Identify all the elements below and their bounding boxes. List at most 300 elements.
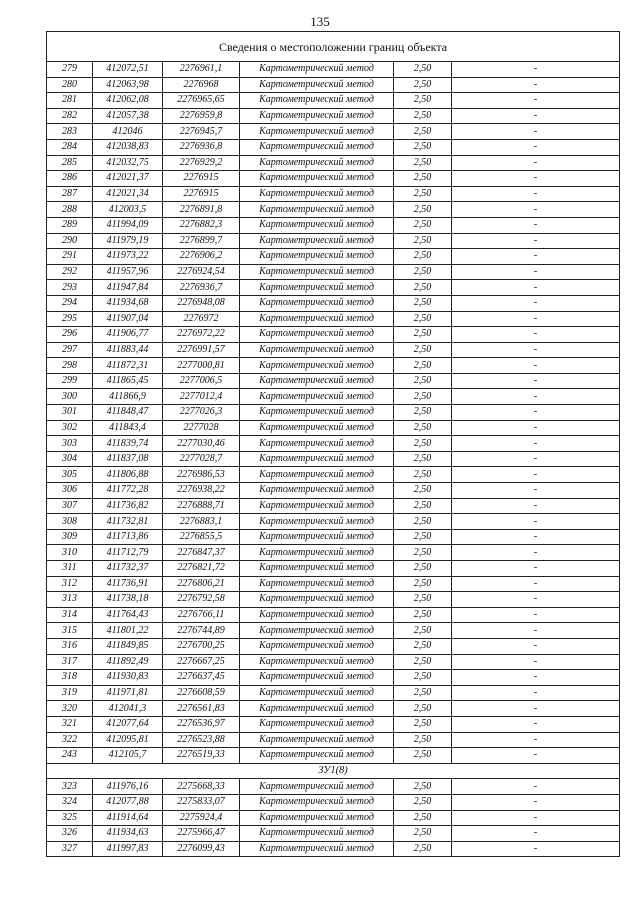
coord-y-cell: 2276608,59 <box>163 685 240 701</box>
method-cell: Картометрический метод <box>240 186 394 202</box>
method-cell: Картометрический метод <box>240 779 394 795</box>
note-cell: - <box>452 654 620 670</box>
accuracy-cell: 2,50 <box>394 139 452 155</box>
coord-y-cell: 2276744,89 <box>163 623 240 639</box>
table-row <box>47 483 620 499</box>
note-cell: - <box>452 327 620 343</box>
table-row <box>47 264 620 280</box>
note-cell: - <box>452 139 620 155</box>
point-number-cell: 300 <box>47 389 93 405</box>
accuracy-cell: 2,50 <box>394 108 452 124</box>
note-cell: - <box>452 373 620 389</box>
coord-y-cell: 2277006,5 <box>163 373 240 389</box>
point-number-cell: 285 <box>47 155 93 171</box>
accuracy-cell: 2,50 <box>394 654 452 670</box>
coord-x-cell: 411713,86 <box>93 529 163 545</box>
point-number-cell: 309 <box>47 529 93 545</box>
accuracy-cell: 2,50 <box>394 295 452 311</box>
note-cell: - <box>452 529 620 545</box>
method-cell: Картометрический метод <box>240 389 394 405</box>
method-cell: Картометрический метод <box>240 77 394 93</box>
table-row <box>47 280 620 296</box>
accuracy-cell: 2,50 <box>394 670 452 686</box>
point-number-cell: 294 <box>47 295 93 311</box>
accuracy-cell: 2,50 <box>394 93 452 109</box>
note-cell: - <box>452 701 620 717</box>
coord-x-cell: 411772,28 <box>93 483 163 499</box>
table-row <box>47 670 620 686</box>
point-number-cell: 307 <box>47 498 93 514</box>
note-cell: - <box>452 249 620 265</box>
point-number-cell: 314 <box>47 607 93 623</box>
coord-y-cell: 2276936,7 <box>163 280 240 296</box>
method-cell: Картометрический метод <box>240 826 394 842</box>
accuracy-cell: 2,50 <box>394 280 452 296</box>
accuracy-cell: 2,50 <box>394 826 452 842</box>
method-cell: Картометрический метод <box>240 483 394 499</box>
point-number-cell: 321 <box>47 716 93 732</box>
coord-y-cell: 2276888,71 <box>163 498 240 514</box>
coord-x-cell: 411732,37 <box>93 561 163 577</box>
coord-y-cell: 2276821,72 <box>163 561 240 577</box>
point-number-cell: 327 <box>47 841 93 857</box>
coord-y-cell: 2276891,8 <box>163 202 240 218</box>
method-cell: Картометрический метод <box>240 810 394 826</box>
coord-y-cell: 2276847,37 <box>163 545 240 561</box>
accuracy-cell: 2,50 <box>394 732 452 748</box>
coord-x-cell: 411736,91 <box>93 576 163 592</box>
table-row <box>47 342 620 358</box>
accuracy-cell: 2,50 <box>394 358 452 374</box>
coord-y-cell: 2276959,8 <box>163 108 240 124</box>
accuracy-cell: 2,50 <box>394 794 452 810</box>
coord-y-cell: 2277026,3 <box>163 405 240 421</box>
point-number-cell: 310 <box>47 545 93 561</box>
note-cell: - <box>452 748 620 764</box>
coord-x-cell: 412057,38 <box>93 108 163 124</box>
method-cell: Картометрический метод <box>240 358 394 374</box>
accuracy-cell: 2,50 <box>394 451 452 467</box>
accuracy-cell: 2,50 <box>394 576 452 592</box>
coord-y-cell: 2276806,21 <box>163 576 240 592</box>
method-cell: Картометрический метод <box>240 420 394 436</box>
method-cell: Картометрический метод <box>240 514 394 530</box>
table-row <box>47 576 620 592</box>
table-row <box>47 311 620 327</box>
point-number-cell: 284 <box>47 139 93 155</box>
note-cell: - <box>452 716 620 732</box>
method-cell: Картометрический метод <box>240 592 394 608</box>
point-number-cell: 315 <box>47 623 93 639</box>
coord-x-cell: 412038,83 <box>93 139 163 155</box>
point-number-cell: 326 <box>47 826 93 842</box>
method-cell: Картометрический метод <box>240 451 394 467</box>
method-cell: Картометрический метод <box>240 607 394 623</box>
note-cell: - <box>452 467 620 483</box>
note-cell: - <box>452 311 620 327</box>
table-row <box>47 202 620 218</box>
coord-x-cell: 411934,68 <box>93 295 163 311</box>
method-cell: Картометрический метод <box>240 155 394 171</box>
accuracy-cell: 2,50 <box>394 77 452 93</box>
point-number-cell: 297 <box>47 342 93 358</box>
table-row <box>47 124 620 140</box>
point-number-cell: 320 <box>47 701 93 717</box>
table-row <box>47 295 620 311</box>
coord-y-cell: 2277028,7 <box>163 451 240 467</box>
coord-y-cell: 2276915 <box>163 171 240 187</box>
point-number-cell: 323 <box>47 779 93 795</box>
note-cell: - <box>452 436 620 452</box>
coord-x-cell: 411732,81 <box>93 514 163 530</box>
table-row <box>47 514 620 530</box>
point-number-cell: 319 <box>47 685 93 701</box>
table-row <box>47 249 620 265</box>
accuracy-cell: 2,50 <box>394 841 452 857</box>
method-cell: Картометрический метод <box>240 732 394 748</box>
note-cell: - <box>452 576 620 592</box>
coord-y-cell: 2277012,4 <box>163 389 240 405</box>
note-cell: - <box>452 451 620 467</box>
point-number-cell: 281 <box>47 93 93 109</box>
coord-x-cell: 411736,82 <box>93 498 163 514</box>
note-cell: - <box>452 810 620 826</box>
table-row <box>47 327 620 343</box>
coord-x-cell: 411934,63 <box>93 826 163 842</box>
table-row <box>47 826 620 842</box>
coord-y-cell: 2276948,08 <box>163 295 240 311</box>
accuracy-cell: 2,50 <box>394 342 452 358</box>
coord-x-cell: 411806,88 <box>93 467 163 483</box>
method-cell: Картометрический метод <box>240 748 394 764</box>
note-cell: - <box>452 280 620 296</box>
method-cell: Картометрический метод <box>240 108 394 124</box>
table-row <box>47 358 620 374</box>
point-number-cell: 282 <box>47 108 93 124</box>
coord-x-cell: 411892,49 <box>93 654 163 670</box>
coord-y-cell: 2276667,25 <box>163 654 240 670</box>
coord-y-cell: 2276945,7 <box>163 124 240 140</box>
note-cell: - <box>452 826 620 842</box>
method-cell: Картометрический метод <box>240 794 394 810</box>
coord-x-cell: 411997,83 <box>93 841 163 857</box>
point-number-cell: 317 <box>47 654 93 670</box>
point-number-cell: 287 <box>47 186 93 202</box>
coord-y-cell: 2276972 <box>163 311 240 327</box>
coord-x-cell: 411973,22 <box>93 249 163 265</box>
table-row <box>47 701 620 717</box>
table-title-row <box>47 32 620 62</box>
coord-y-cell: 2276924,54 <box>163 264 240 280</box>
point-number-cell: 304 <box>47 451 93 467</box>
accuracy-cell: 2,50 <box>394 529 452 545</box>
coord-y-cell: 2275924,4 <box>163 810 240 826</box>
section-label: ЗУ1(8) <box>47 763 620 779</box>
table-row <box>47 561 620 577</box>
method-cell: Картометрический метод <box>240 638 394 654</box>
table-row <box>47 529 620 545</box>
table-row <box>47 623 620 639</box>
table-row <box>47 389 620 405</box>
point-number-cell: 303 <box>47 436 93 452</box>
coord-x-cell: 411865,45 <box>93 373 163 389</box>
point-number-cell: 298 <box>47 358 93 374</box>
coord-x-cell: 411979,19 <box>93 233 163 249</box>
method-cell: Картометрический метод <box>240 233 394 249</box>
coord-x-cell: 411907,04 <box>93 311 163 327</box>
note-cell: - <box>452 124 620 140</box>
table-row <box>47 436 620 452</box>
accuracy-cell: 2,50 <box>394 186 452 202</box>
accuracy-cell: 2,50 <box>394 685 452 701</box>
note-cell: - <box>452 498 620 514</box>
coord-x-cell: 411994,09 <box>93 217 163 233</box>
note-cell: - <box>452 108 620 124</box>
accuracy-cell: 2,50 <box>394 420 452 436</box>
accuracy-cell: 2,50 <box>394 311 452 327</box>
point-number-cell: 325 <box>47 810 93 826</box>
coord-x-cell: 412021,37 <box>93 171 163 187</box>
method-cell: Картометрический метод <box>240 841 394 857</box>
point-number-cell: 291 <box>47 249 93 265</box>
method-cell: Картометрический метод <box>240 295 394 311</box>
accuracy-cell: 2,50 <box>394 327 452 343</box>
coord-y-cell: 2276968 <box>163 77 240 93</box>
table-row <box>47 810 620 826</box>
note-cell: - <box>452 841 620 857</box>
coord-y-cell: 2276766,11 <box>163 607 240 623</box>
point-number-cell: 292 <box>47 264 93 280</box>
note-cell: - <box>452 77 620 93</box>
point-number-cell: 293 <box>47 280 93 296</box>
accuracy-cell: 2,50 <box>394 405 452 421</box>
note-cell: - <box>452 483 620 499</box>
coord-x-cell: 411848,47 <box>93 405 163 421</box>
point-number-cell: 289 <box>47 217 93 233</box>
accuracy-cell: 2,50 <box>394 514 452 530</box>
boundary-table <box>46 31 620 857</box>
coord-x-cell: 412072,51 <box>93 62 163 78</box>
table-row <box>47 638 620 654</box>
method-cell: Картометрический метод <box>240 436 394 452</box>
point-number-cell: 243 <box>47 748 93 764</box>
method-cell: Картометрический метод <box>240 685 394 701</box>
table-row <box>47 732 620 748</box>
point-number-cell: 316 <box>47 638 93 654</box>
accuracy-cell: 2,50 <box>394 217 452 233</box>
section-row <box>47 763 620 779</box>
point-number-cell: 305 <box>47 467 93 483</box>
table-row <box>47 592 620 608</box>
coord-x-cell: 411801,22 <box>93 623 163 639</box>
coord-y-cell: 2276792,58 <box>163 592 240 608</box>
point-number-cell: 313 <box>47 592 93 608</box>
accuracy-cell: 2,50 <box>394 623 452 639</box>
table-row <box>47 545 620 561</box>
accuracy-cell: 2,50 <box>394 810 452 826</box>
coord-x-cell: 411866,9 <box>93 389 163 405</box>
method-cell: Картометрический метод <box>240 264 394 280</box>
note-cell: - <box>452 233 620 249</box>
accuracy-cell: 2,50 <box>394 202 452 218</box>
coord-y-cell: 2276637,45 <box>163 670 240 686</box>
note-cell: - <box>452 592 620 608</box>
coord-x-cell: 411947,84 <box>93 280 163 296</box>
method-cell: Картометрический метод <box>240 93 394 109</box>
point-number-cell: 296 <box>47 327 93 343</box>
point-number-cell: 324 <box>47 794 93 810</box>
method-cell: Картометрический метод <box>240 124 394 140</box>
accuracy-cell: 2,50 <box>394 436 452 452</box>
coord-y-cell: 2276855,5 <box>163 529 240 545</box>
coord-y-cell: 2275966,47 <box>163 826 240 842</box>
coord-x-cell: 411914,64 <box>93 810 163 826</box>
note-cell: - <box>452 794 620 810</box>
coord-y-cell: 2277028 <box>163 420 240 436</box>
coord-x-cell: 411971,81 <box>93 685 163 701</box>
note-cell: - <box>452 202 620 218</box>
table-row <box>47 373 620 389</box>
coord-y-cell: 2276961,1 <box>163 62 240 78</box>
point-number-cell: 288 <box>47 202 93 218</box>
point-number-cell: 318 <box>47 670 93 686</box>
coord-y-cell: 2276561,83 <box>163 701 240 717</box>
point-number-cell: 322 <box>47 732 93 748</box>
coord-y-cell: 2277030,46 <box>163 436 240 452</box>
coord-y-cell: 2276929,2 <box>163 155 240 171</box>
method-cell: Картометрический метод <box>240 202 394 218</box>
coord-y-cell: 2276899,7 <box>163 233 240 249</box>
coord-y-cell: 2276882,3 <box>163 217 240 233</box>
coord-x-cell: 411738,18 <box>93 592 163 608</box>
point-number-cell: 299 <box>47 373 93 389</box>
coord-x-cell: 411906,77 <box>93 327 163 343</box>
method-cell: Картометрический метод <box>240 561 394 577</box>
table-row <box>47 171 620 187</box>
point-number-cell: 302 <box>47 420 93 436</box>
table-row <box>47 62 620 78</box>
accuracy-cell: 2,50 <box>394 124 452 140</box>
table-row <box>47 139 620 155</box>
note-cell: - <box>452 420 620 436</box>
coord-x-cell: 411839,74 <box>93 436 163 452</box>
accuracy-cell: 2,50 <box>394 607 452 623</box>
accuracy-cell: 2,50 <box>394 249 452 265</box>
accuracy-cell: 2,50 <box>394 155 452 171</box>
table-row <box>47 841 620 857</box>
point-number-cell: 279 <box>47 62 93 78</box>
coord-y-cell: 2276965,65 <box>163 93 240 109</box>
note-cell: - <box>452 732 620 748</box>
note-cell: - <box>452 155 620 171</box>
point-number-cell: 286 <box>47 171 93 187</box>
accuracy-cell: 2,50 <box>394 264 452 280</box>
note-cell: - <box>452 514 620 530</box>
coord-y-cell: 2277000,81 <box>163 358 240 374</box>
table-row <box>47 467 620 483</box>
note-cell: - <box>452 389 620 405</box>
note-cell: - <box>452 342 620 358</box>
note-cell: - <box>452 405 620 421</box>
note-cell: - <box>452 264 620 280</box>
note-cell: - <box>452 217 620 233</box>
coord-x-cell: 412032,75 <box>93 155 163 171</box>
coord-x-cell: 412046 <box>93 124 163 140</box>
table-row <box>47 794 620 810</box>
note-cell: - <box>452 638 620 654</box>
table-row <box>47 779 620 795</box>
table-row <box>47 233 620 249</box>
note-cell: - <box>452 545 620 561</box>
coord-y-cell: 2276936,8 <box>163 139 240 155</box>
coord-x-cell: 411712,79 <box>93 545 163 561</box>
method-cell: Картометрический метод <box>240 529 394 545</box>
method-cell: Картометрический метод <box>240 311 394 327</box>
accuracy-cell: 2,50 <box>394 638 452 654</box>
note-cell: - <box>452 623 620 639</box>
table-title: Сведения о местоположении границ объекта <box>47 32 620 62</box>
accuracy-cell: 2,50 <box>394 561 452 577</box>
coord-y-cell: 2276938,22 <box>163 483 240 499</box>
method-cell: Картометрический метод <box>240 171 394 187</box>
accuracy-cell: 2,50 <box>394 498 452 514</box>
method-cell: Картометрический метод <box>240 342 394 358</box>
coord-x-cell: 411843,4 <box>93 420 163 436</box>
coord-y-cell: 2276972,22 <box>163 327 240 343</box>
accuracy-cell: 2,50 <box>394 389 452 405</box>
accuracy-cell: 2,50 <box>394 592 452 608</box>
coord-y-cell: 2276915 <box>163 186 240 202</box>
coord-x-cell: 412021,34 <box>93 186 163 202</box>
coord-x-cell: 412003,5 <box>93 202 163 218</box>
table-row <box>47 420 620 436</box>
accuracy-cell: 2,50 <box>394 233 452 249</box>
note-cell: - <box>452 685 620 701</box>
coord-y-cell: 2276906,2 <box>163 249 240 265</box>
table-row <box>47 108 620 124</box>
method-cell: Картометрический метод <box>240 373 394 389</box>
table-row <box>47 155 620 171</box>
table-row <box>47 716 620 732</box>
coord-y-cell: 2276700,25 <box>163 638 240 654</box>
method-cell: Картометрический метод <box>240 716 394 732</box>
table-row <box>47 186 620 202</box>
note-cell: - <box>452 561 620 577</box>
note-cell: - <box>452 358 620 374</box>
coord-x-cell: 411764,43 <box>93 607 163 623</box>
table-row <box>47 217 620 233</box>
accuracy-cell: 2,50 <box>394 701 452 717</box>
coord-x-cell: 412095,81 <box>93 732 163 748</box>
coord-y-cell: 2276523,88 <box>163 732 240 748</box>
note-cell: - <box>452 62 620 78</box>
accuracy-cell: 2,50 <box>394 483 452 499</box>
coord-x-cell: 411872,31 <box>93 358 163 374</box>
note-cell: - <box>452 186 620 202</box>
coord-y-cell: 2275668,33 <box>163 779 240 795</box>
coord-x-cell: 411976,16 <box>93 779 163 795</box>
table-row <box>47 451 620 467</box>
point-number-cell: 311 <box>47 561 93 577</box>
point-number-cell: 283 <box>47 124 93 140</box>
coord-y-cell: 2276519,33 <box>163 748 240 764</box>
accuracy-cell: 2,50 <box>394 748 452 764</box>
coord-x-cell: 411957,96 <box>93 264 163 280</box>
table-row <box>47 498 620 514</box>
method-cell: Картометрический метод <box>240 545 394 561</box>
point-number-cell: 280 <box>47 77 93 93</box>
coord-x-cell: 411837,08 <box>93 451 163 467</box>
